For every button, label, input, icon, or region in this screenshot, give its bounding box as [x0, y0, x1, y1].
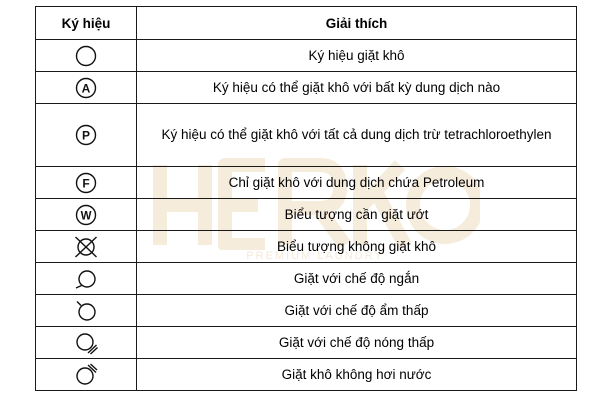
- circle-p-icon: [74, 123, 98, 147]
- header-explanation: Giải thích: [137, 7, 577, 40]
- table-row: [36, 263, 577, 295]
- table-row: [36, 72, 577, 104]
- table-row: [36, 231, 577, 263]
- symbol-cell: [36, 295, 137, 327]
- symbol-cell: [36, 40, 137, 72]
- table-header-row: [36, 7, 577, 40]
- crossed-circle-icon: [73, 235, 99, 259]
- symbol-cell: [36, 199, 137, 231]
- circle-no-steam-icon: [74, 363, 98, 387]
- svg-text:A: A: [81, 81, 91, 95]
- svg-text:F: F: [82, 176, 90, 190]
- svg-text:P: P: [81, 128, 91, 143]
- circle-f-icon: [74, 171, 98, 195]
- header-symbol: Ký hiệu: [36, 7, 137, 40]
- plain-circle-icon: [74, 44, 98, 68]
- circle-short-cycle-icon: [74, 267, 98, 291]
- symbol-cell: [36, 104, 137, 167]
- circle-low-heat-icon: [74, 331, 98, 355]
- explanation-cell: Biểu tượng cần giặt ướt: [137, 199, 577, 231]
- table-row: [36, 199, 577, 231]
- table-row: [36, 295, 577, 327]
- symbol-cell: [36, 167, 137, 199]
- circle-w-icon: [74, 203, 98, 227]
- explanation-cell: Giặt với chế độ ngắn: [137, 263, 577, 295]
- table-row: [36, 167, 577, 199]
- explanation-cell: Giặt với chế độ nóng thấp: [137, 327, 577, 359]
- explanation-cell: Chỉ giặt khô với dung dịch chứa Petroleum: [137, 167, 577, 199]
- svg-text:W: W: [80, 210, 92, 222]
- circle-a-icon: [74, 76, 98, 100]
- table-row: [36, 327, 577, 359]
- explanation-cell: Ký hiệu giặt khô: [137, 40, 577, 72]
- circle-low-moisture-icon: [74, 299, 98, 323]
- table-row: [36, 40, 577, 72]
- explanation-cell: Ký hiệu có thể giặt khô với tất cả dung dịch trừ tetrachloroethylen: [137, 104, 577, 167]
- symbol-cell: [36, 359, 137, 391]
- explanation-cell: Ký hiệu có thể giặt khô với bất kỳ dung dịch nào: [137, 72, 577, 104]
- symbol-cell: [36, 327, 137, 359]
- table-row: [36, 104, 577, 167]
- table-row: [36, 359, 577, 391]
- symbol-cell: [36, 231, 137, 263]
- symbol-cell: [36, 72, 137, 104]
- explanation-cell: Giặt với chế độ ẩm thấp: [137, 295, 577, 327]
- explanation-cell: Biểu tượng không giặt khô: [137, 231, 577, 263]
- explanation-cell: Giặt khô không hơi nước: [137, 359, 577, 391]
- watermark-text: PREMIUM LAUNDRY: [246, 250, 384, 262]
- symbol-cell: [36, 263, 137, 295]
- laundry-symbol-table: [35, 6, 577, 391]
